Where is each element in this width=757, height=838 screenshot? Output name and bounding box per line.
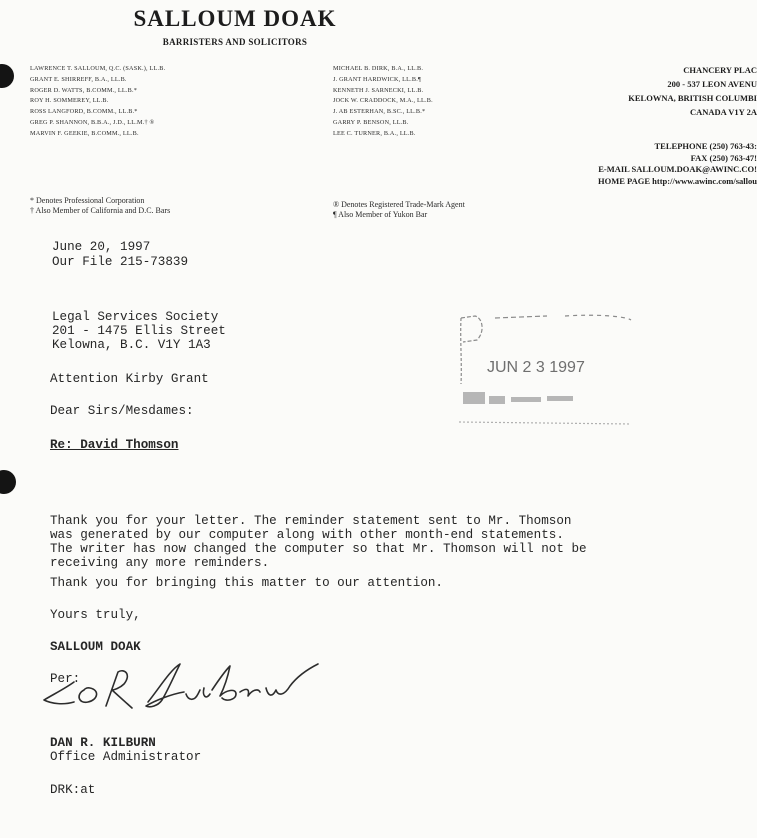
handwritten-signature (40, 650, 350, 720)
body-line: Thank you for your letter. The reminder statement sent to Mr. Thomson (50, 514, 572, 528)
lawyer-name: MICHAEL B. DIRK, B.A., LL.B. (333, 65, 424, 72)
lawyer-name: ROGER D. WATTS, B.COMM., LL.B.* (30, 86, 137, 94)
fax: FAX (250) 763-47! (690, 152, 757, 163)
lawyer-name: JOCK W. CRADDOCK, M.A., LL.B. (333, 97, 433, 105)
address-line: CANADA V1Y 2A (689, 107, 757, 117)
reference-initials: DRK:at (50, 783, 96, 797)
body-line: The writer has now changed the computer so that Mr. Thomson will not be (50, 542, 587, 556)
closing: Yours truly, (50, 608, 141, 622)
lawyer-name: ROY H. SOMMEREY, LL.B. (30, 97, 109, 105)
email: E-MAIL SALLOUM.DOAK@AWINC.CO! (598, 164, 757, 174)
lawyer-name: J. AB ESTERHAN, B.SC., LL.B.* (333, 108, 426, 116)
body-line: receiving any more reminders. (50, 556, 270, 570)
lawyer-name: LEE C. TURNER, B.A., LL.B. (333, 129, 416, 137)
punch-hole-bottom (0, 470, 16, 494)
stamp-date: JUN 2 3 1997 (487, 359, 585, 376)
lawyer-name: LAWRENCE T. SALLOUM, Q.C. (SASK.), LL.B. (30, 65, 166, 72)
salutation: Dear Sirs/Mesdames: (50, 404, 194, 418)
address-line: CHANCERY PLAC (683, 65, 757, 75)
homepage: HOME PAGE http://www.awinc.com/sallou (598, 175, 757, 186)
recipient-name: Legal Services Society (52, 310, 219, 324)
subject-line: Re: David Thomson (50, 438, 179, 452)
firm-name: SALLOUM DOAK (133, 6, 337, 31)
lawyer-name: J. GRANT HARDWICK, LL.B.¶ (333, 75, 421, 83)
lawyer-name: ROSS LANGFORD, B.COMM., LL.B.* (30, 108, 138, 116)
firm-contact (497, 141, 757, 187)
lawyer-name: GRANT E. SHIRREFF, B.A., LL.B. (30, 75, 127, 83)
firm-signoff: SALLOUM DOAK (50, 640, 141, 654)
recipient-street: 201 - 1475 Ellis Street (52, 324, 226, 338)
lawyer-name: GREG P. SHANNON, B.B.A., J.D., LL.M.† ® (30, 118, 155, 126)
lawyer-name: GARRY P. BENSON, LL.B. (333, 118, 409, 126)
punch-hole-top (0, 64, 14, 88)
address-line: KELOWNA, BRITISH COLUMBI (628, 93, 757, 103)
attention-line: Attention Kirby Grant (50, 372, 209, 386)
footnote: † Also Member of California and D.C. Bars (30, 205, 171, 215)
firm-address (537, 63, 757, 119)
closing-paragraph: Thank you for bringing this matter to our attention. (50, 576, 443, 590)
recipient-city: Kelowna, B.C. V1Y 1A3 (52, 338, 211, 352)
signer-name: DAN R. KILBURN (50, 736, 156, 750)
body-line: was generated by our computer along with other month-end statements. (50, 528, 564, 542)
received-date-stamp (455, 310, 633, 425)
footnotes-right (333, 200, 465, 219)
lawyer-name: KENNETH J. SARNECKI, LL.B. (333, 86, 424, 94)
firm-subtitle: BARRISTERS AND SOLICITORS (162, 37, 308, 47)
lawyers-list-right (333, 64, 433, 140)
footnote: ® Denotes Registered Trade-Mark Agent (333, 200, 465, 209)
footnotes-left (30, 196, 170, 215)
file-reference: Our File 215-73839 (52, 255, 189, 269)
lawyers-list-left (30, 64, 165, 140)
footnote: * Denotes Professional Corporation (30, 196, 145, 205)
footnote: ¶ Also Member of Yukon Bar (333, 209, 428, 219)
lawyer-name: MARVIN F. GEEKIE, B.COMM., LL.B. (30, 129, 139, 137)
telephone: TELEPHONE (250) 763-43: (654, 141, 757, 151)
address-line: 200 - 537 LEON AVENU (667, 79, 757, 89)
letter-date: June 20, 1997 (52, 240, 151, 254)
per-label: Per: (50, 672, 81, 686)
body-paragraph (50, 514, 587, 570)
signer-title: Office Administrator (50, 750, 202, 764)
